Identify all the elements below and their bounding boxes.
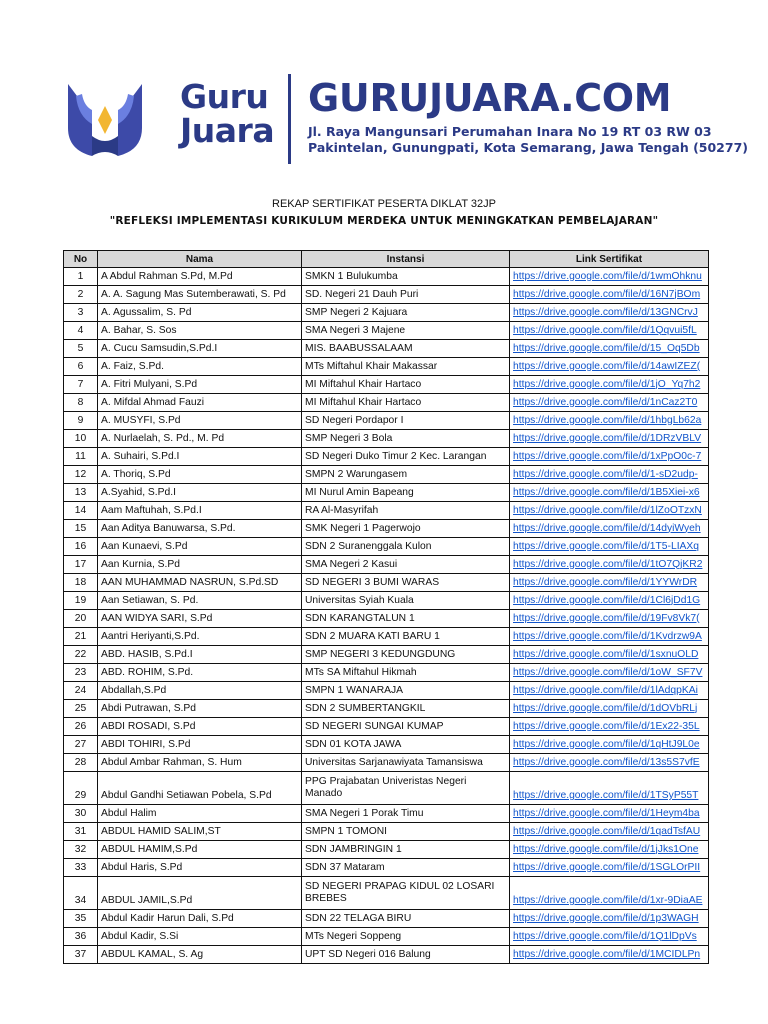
cell-nama: ABDI TOHIRI, S.Pd: [98, 736, 302, 754]
cell-instansi: SDN KARANGTALUN 1: [302, 610, 510, 628]
cell-instansi: MTs SA Miftahul Hikmah: [302, 664, 510, 682]
cell-no: 19: [64, 592, 98, 610]
table-row: [64, 859, 709, 877]
address-line-1: Jl. Raya Mangunsari Perumahan Inara No 19 RT 03 RW 03: [308, 124, 712, 139]
cell-no: 20: [64, 610, 98, 628]
cell-link[interactable]: https://drive.google.com/file/d/1Qqvui5fL: [510, 322, 709, 340]
cell-no: 25: [64, 700, 98, 718]
cell-nama: ABD. ROHIM, S.Pd.: [98, 664, 302, 682]
brand-line-1: Guru: [180, 77, 269, 116]
cell-nama: Abdul Gandhi Setiawan Pobela, S.Pd: [98, 772, 302, 805]
certificate-table: [63, 250, 709, 964]
table-row: [64, 502, 709, 520]
cell-no: 22: [64, 646, 98, 664]
cell-nama: Abdul Kadir Harun Dali, S.Pd: [98, 910, 302, 928]
cell-no: 27: [64, 736, 98, 754]
cell-nama: Abdallah,S.Pd: [98, 682, 302, 700]
table-row: [64, 412, 709, 430]
table-body: [64, 268, 709, 964]
cell-instansi: RA Al-Masyrifah: [302, 502, 510, 520]
table-row: [64, 946, 709, 964]
cell-instansi: SMK Negeri 1 Pagerwojo: [302, 520, 510, 538]
cell-no: 11: [64, 448, 98, 466]
cell-nama: A. Thoriq, S.Pd: [98, 466, 302, 484]
cell-no: 9: [64, 412, 98, 430]
cell-no: 1: [64, 268, 98, 286]
cell-link[interactable]: https://drive.google.com/file/d/1qadTsfAU: [510, 823, 709, 841]
table-row: [64, 466, 709, 484]
cell-link[interactable]: https://drive.google.com/file/d/1sxnuOLD: [510, 646, 709, 664]
table-row: [64, 610, 709, 628]
cell-nama: Abdul Kadir, S.Si: [98, 928, 302, 946]
cell-instansi: MIS. BAABUSSALAAM: [302, 340, 510, 358]
cell-nama: AAN MUHAMMAD NASRUN, S.Pd.SD: [98, 574, 302, 592]
cell-no: 30: [64, 805, 98, 823]
cell-no: 14: [64, 502, 98, 520]
letterhead: [62, 70, 748, 170]
cell-instansi: SMA Negeri 1 Porak Timu: [302, 805, 510, 823]
table-row: [64, 304, 709, 322]
cell-nama: A. MUSYFI, S.Pd: [98, 412, 302, 430]
cell-instansi: SDN 37 Mataram: [302, 859, 510, 877]
cell-nama: A.Syahid, S.Pd.I: [98, 484, 302, 502]
cell-no: 18: [64, 574, 98, 592]
table-row: [64, 394, 709, 412]
cell-instansi: SDN JAMBRINGIN 1: [302, 841, 510, 859]
table-row: [64, 358, 709, 376]
cell-no: 29: [64, 772, 98, 805]
cell-link[interactable]: https://drive.google.com/file/d/1oW_SF7V: [510, 664, 709, 682]
cell-link[interactable]: https://drive.google.com/file/d/16N7jBOm: [510, 286, 709, 304]
table-row: [64, 574, 709, 592]
cell-link[interactable]: https://drive.google.com/file/d/1YYWrDR: [510, 574, 709, 592]
table-row: [64, 484, 709, 502]
cell-link[interactable]: https://drive.google.com/file/d/1wmOhknu: [510, 268, 709, 286]
cell-nama: ABDUL KAMAL, S. Ag: [98, 946, 302, 964]
cell-nama: A. Agussalim, S. Pd: [98, 304, 302, 322]
cell-no: 5: [64, 340, 98, 358]
cell-instansi: SD Negeri Duko Timur 2 Kec. Larangan: [302, 448, 510, 466]
cell-no: 2: [64, 286, 98, 304]
cell-nama: ABDUL JAMIL,S.Pd: [98, 877, 302, 910]
cell-link[interactable]: https://drive.google.com/file/d/1dOVbRLj: [510, 700, 709, 718]
cell-instansi: SMP Negeri 3 Bola: [302, 430, 510, 448]
table-row: [64, 520, 709, 538]
cell-instansi: MTs Miftahul Khair Makassar: [302, 358, 510, 376]
cell-link[interactable]: https://drive.google.com/file/d/13GNCrvJ: [510, 304, 709, 322]
table-header-row: [64, 251, 709, 268]
table-row: [64, 700, 709, 718]
cell-instansi: SMP Negeri 2 Kajuara: [302, 304, 510, 322]
table-row: [64, 592, 709, 610]
cell-instansi: SMPN 2 Warungasem: [302, 466, 510, 484]
table-row: [64, 646, 709, 664]
cell-instansi: MI Miftahul Khair Hartaco: [302, 376, 510, 394]
header-link: Link Sertifikat: [510, 251, 709, 268]
cell-no: 13: [64, 484, 98, 502]
cell-link[interactable]: https://drive.google.com/file/d/1qHtJ9L0e: [510, 736, 709, 754]
cell-instansi: MI Nurul Amin Bapeang: [302, 484, 510, 502]
header-instansi: Instansi: [302, 251, 510, 268]
cell-link[interactable]: https://drive.google.com/file/d/1jJks1One: [510, 841, 709, 859]
cell-no: 35: [64, 910, 98, 928]
cell-nama: AAN WIDYA SARI, S.Pd: [98, 610, 302, 628]
brand-line-2: Juara: [180, 111, 275, 150]
cell-no: 12: [64, 466, 98, 484]
cell-no: 33: [64, 859, 98, 877]
cell-link[interactable]: https://drive.google.com/file/d/15_Oq5Db: [510, 340, 709, 358]
cell-nama: A Abdul Rahman S.Pd, M.Pd: [98, 268, 302, 286]
cell-nama: ABDUL HAMID SALIM,ST: [98, 823, 302, 841]
header-no: No: [64, 251, 98, 268]
table-row: [64, 268, 709, 286]
cell-no: 3: [64, 304, 98, 322]
cell-link[interactable]: https://drive.google.com/file/d/1lAdqpKAi: [510, 682, 709, 700]
cell-instansi: SMP NEGERI 3 KEDUNGDUNG: [302, 646, 510, 664]
cell-no: 28: [64, 754, 98, 772]
table-row: [64, 823, 709, 841]
cell-no: 17: [64, 556, 98, 574]
cell-link[interactable]: https://drive.google.com/file/d/1hbgLb62a: [510, 412, 709, 430]
cell-link[interactable]: https://drive.google.com/file/d/1p3WAGH: [510, 910, 709, 928]
table-row: [64, 877, 709, 910]
cell-no: 8: [64, 394, 98, 412]
cell-no: 21: [64, 628, 98, 646]
cell-link[interactable]: https://drive.google.com/file/d/1Cl6jDd1G: [510, 592, 709, 610]
cell-nama: Aan Aditya Banuwarsa, S.Pd.: [98, 520, 302, 538]
cell-link[interactable]: https://drive.google.com/file/d/1nCaz2T0: [510, 394, 709, 412]
table-row: [64, 772, 709, 805]
cell-link[interactable]: https://drive.google.com/file/d/1lZoOTzxN: [510, 502, 709, 520]
cell-instansi: SMA Negeri 2 Kasui: [302, 556, 510, 574]
cell-nama: Aam Maftuhah, S.Pd.I: [98, 502, 302, 520]
table-row: [64, 322, 709, 340]
table-row: [64, 754, 709, 772]
cell-instansi: SD NEGERI PRAPAG KIDUL 02 LOSARI BREBES: [302, 877, 510, 910]
cell-link[interactable]: https://drive.google.com/file/d/1xr-9DiaAE: [510, 877, 709, 910]
cell-nama: Aan Kurnia, S.Pd: [98, 556, 302, 574]
table-row: [64, 664, 709, 682]
cell-link[interactable]: https://drive.google.com/file/d/13s5S7vfE: [510, 754, 709, 772]
cell-instansi: SDN 2 MUARA KATI BARU 1: [302, 628, 510, 646]
cell-no: 4: [64, 322, 98, 340]
address-line-2: Pakintelan, Gunungpati, Kota Semarang, Jawa Tengah (50277): [308, 140, 748, 155]
cell-nama: A. Fitri Mulyani, S.Pd: [98, 376, 302, 394]
cell-no: 31: [64, 823, 98, 841]
cell-instansi: SMKN 1 Bulukumba: [302, 268, 510, 286]
cell-link[interactable]: https://drive.google.com/file/d/1T5-LIAXq: [510, 538, 709, 556]
cell-no: 10: [64, 430, 98, 448]
cell-link[interactable]: https://drive.google.com/file/d/19Fv8Vk7(: [510, 610, 709, 628]
cell-nama: Abdul Haris, S.Pd: [98, 859, 302, 877]
cell-no: 24: [64, 682, 98, 700]
cell-instansi: SMPN 1 WANARAJA: [302, 682, 510, 700]
table-row: [64, 430, 709, 448]
cell-nama: ABDI ROSADI, S.Pd: [98, 718, 302, 736]
cell-instansi: PPG Prajabatan Univeristas Negeri Manado: [302, 772, 510, 805]
cell-no: 26: [64, 718, 98, 736]
cell-link[interactable]: https://drive.google.com/file/d/1B5Xiei-x6: [510, 484, 709, 502]
cell-link[interactable]: https://drive.google.com/file/d/1-sD2udp-: [510, 466, 709, 484]
cell-nama: Aan Setiawan, S. Pd.: [98, 592, 302, 610]
cell-instansi: SMA Negeri 3 Majene: [302, 322, 510, 340]
cell-link[interactable]: https://drive.google.com/file/d/1DRzVBLV: [510, 430, 709, 448]
cell-instansi: SD. Negeri 21 Dauh Puri: [302, 286, 510, 304]
cell-nama: A. Bahar, S. Sos: [98, 322, 302, 340]
cell-link[interactable]: https://drive.google.com/file/d/1MCIDLPn: [510, 946, 709, 964]
table-row: [64, 556, 709, 574]
cell-nama: A. Suhairi, S.Pd.I: [98, 448, 302, 466]
cell-instansi: SD Negeri Pordapor I: [302, 412, 510, 430]
table-row: [64, 928, 709, 946]
cell-instansi: Universitas Syiah Kuala: [302, 592, 510, 610]
cell-no: 6: [64, 358, 98, 376]
table-row: [64, 682, 709, 700]
table-row: [64, 340, 709, 358]
cell-link[interactable]: https://drive.google.com/file/d/1TSyP55T: [510, 772, 709, 805]
cell-no: 36: [64, 928, 98, 946]
cell-instansi: SD NEGERI 3 BUMI WARAS: [302, 574, 510, 592]
cell-nama: Abdi Putrawan, S.Pd: [98, 700, 302, 718]
table-row: [64, 538, 709, 556]
cell-no: 7: [64, 376, 98, 394]
table-row: [64, 736, 709, 754]
cell-instansi: UPT SD Negeri 016 Balung: [302, 946, 510, 964]
cell-link[interactable]: https://drive.google.com/file/d/1xPpO0c-7: [510, 448, 709, 466]
cell-link[interactable]: https://drive.google.com/file/d/1Ex22-35L: [510, 718, 709, 736]
cell-nama: Abdul Ambar Rahman, S. Hum: [98, 754, 302, 772]
cell-nama: A. Faiz, S.Pd.: [98, 358, 302, 376]
certificate-table-container: [63, 250, 705, 960]
cell-instansi: SD NEGERI SUNGAI KUMAP: [302, 718, 510, 736]
table-row: [64, 286, 709, 304]
cell-instansi: SMPN 1 TOMONI: [302, 823, 510, 841]
cell-nama: A. Cucu Samsudin,S.Pd.I: [98, 340, 302, 358]
cell-instansi: SDN 2 SUMBERTANGKIL: [302, 700, 510, 718]
cell-no: 32: [64, 841, 98, 859]
table-row: [64, 841, 709, 859]
cell-no: 34: [64, 877, 98, 910]
cell-no: 23: [64, 664, 98, 682]
cell-nama: A. Mifdal Ahmad Fauzi: [98, 394, 302, 412]
cell-instansi: SDN 01 KOTA JAWA: [302, 736, 510, 754]
cell-nama: A. Nurlaelah, S. Pd., M. Pd: [98, 430, 302, 448]
cell-link[interactable]: https://drive.google.com/file/d/1tO7QjKR2: [510, 556, 709, 574]
cell-link[interactable]: https://drive.google.com/file/d/14awIZEZ(: [510, 358, 709, 376]
cell-instansi: MI Miftahul Khair Hartaco: [302, 394, 510, 412]
cell-nama: Abdul Halim: [98, 805, 302, 823]
cell-link[interactable]: https://drive.google.com/file/d/1SGLOrPII: [510, 859, 709, 877]
cell-nama: ABDUL HAMIM,S.Pd: [98, 841, 302, 859]
document-title: REKAP SERTIFIKAT PESERTA DIKLAT 32JP: [272, 198, 496, 210]
book-logo-icon: [62, 76, 172, 160]
cell-nama: Aantri Heriyanti,S.Pd.: [98, 628, 302, 646]
cell-instansi: SDN 2 Suranenggala Kulon: [302, 538, 510, 556]
table-row: [64, 448, 709, 466]
cell-link[interactable]: https://drive.google.com/file/d/1Heym4ba: [510, 805, 709, 823]
cell-link[interactable]: https://drive.google.com/file/d/14dyiWyeh: [510, 520, 709, 538]
cell-no: 15: [64, 520, 98, 538]
site-title: GURUJUARA.COM: [308, 76, 672, 120]
cell-link[interactable]: https://drive.google.com/file/d/1jO_Yq7h2: [510, 376, 709, 394]
cell-no: 16: [64, 538, 98, 556]
cell-instansi: Universitas Sarjanawiyata Tamansiswa: [302, 754, 510, 772]
document-subtitle: "REFLEKSI IMPLEMENTASI KURIKULUM MERDEKA UNTUK MENINGKATKAN PEMBELAJARAN": [109, 215, 659, 227]
table-row: [64, 910, 709, 928]
cell-instansi: SDN 22 TELAGA BIRU: [302, 910, 510, 928]
table-row: [64, 628, 709, 646]
table-row: [64, 376, 709, 394]
table-row: [64, 718, 709, 736]
header-divider: [288, 74, 291, 164]
cell-link[interactable]: https://drive.google.com/file/d/1Q1lDpVs: [510, 928, 709, 946]
cell-link[interactable]: https://drive.google.com/file/d/1Kvdrzw9A: [510, 628, 709, 646]
cell-instansi: MTs Negeri Soppeng: [302, 928, 510, 946]
cell-no: 37: [64, 946, 98, 964]
cell-nama: A. A. Sagung Mas Sutemberawati, S. Pd: [98, 286, 302, 304]
header-nama: Nama: [98, 251, 302, 268]
cell-nama: ABD. HASIB, S.Pd.I: [98, 646, 302, 664]
table-row: [64, 805, 709, 823]
cell-nama: Aan Kunaevi, S.Pd: [98, 538, 302, 556]
